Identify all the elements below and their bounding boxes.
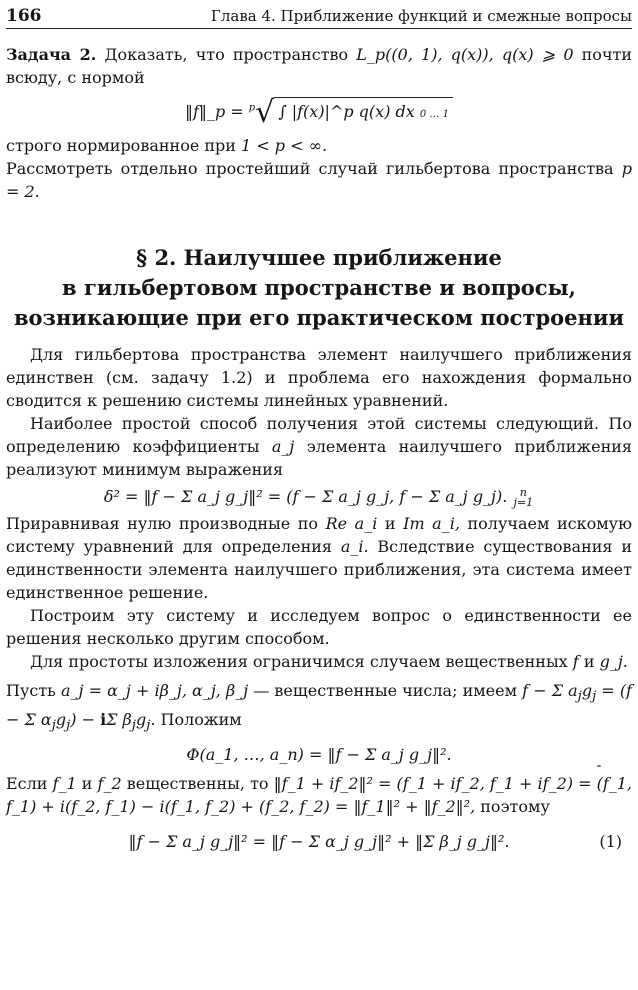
p3-text-c: Вследствие существования и единственности элемента наилучшего приближения, эта система имеет единственное решение.: [6, 536, 632, 602]
p6-text-a: Пусть: [6, 680, 56, 700]
norm-formula: ‖f‖_p = $^p$√ ∫ |f(x)|^p q(x) dx 0 … 1: [6, 95, 632, 130]
task-text-4: Рассмотреть отдельно простейший случай гильбертова пространства: [6, 159, 614, 178]
chapter-title: Глава 4. Приближение функций и смежные вопросы: [210, 7, 632, 25]
norm-lhs: ‖f‖_p =: [185, 102, 244, 121]
norm-radicand: [274, 97, 453, 121]
paragraph-1: Для гильбертова пространства элемент наилучшего приближения единствен (см. задачу 1.2) и проблема его нахождения формально сводится к решению системы линейных уравнений.: [6, 345, 632, 410]
task-p-equals: p = 2.: [6, 159, 633, 201]
p5-f: f: [572, 651, 579, 671]
sum-top: n: [519, 485, 527, 499]
norm-integral: ∫ |f(x)|^p q(x) dx: [278, 102, 415, 121]
p7-text-a: Если: [6, 773, 48, 793]
p7-f1: f_1: [52, 773, 77, 793]
p6-def: a_j = α_j + iβ_j,: [61, 680, 187, 700]
p2-text-a: Наиболее простой способ получения этой системы следующий. По определению коэффициенты: [6, 414, 632, 456]
p6-text-c: Положим: [160, 709, 242, 729]
phi-equation: [6, 745, 632, 764]
p5-and: и: [583, 651, 595, 671]
p6-vars: α_j, β_j: [192, 680, 249, 700]
section-line-3: возникающие при его практическом построении: [13, 305, 625, 330]
task-text-3: строго нормированное при: [6, 136, 236, 155]
delta-formula: δ² = ‖f − Σ a_j g_j‖² = (f − Σ a_j g_j, f − Σ a_j g_j).: [103, 487, 508, 506]
paragraph-5: [6, 650, 632, 673]
phi-formula: Φ(a_1, …, a_n) = ‖f − Σ a_j g_j‖².: [186, 744, 452, 764]
task-range: 1 < p < ∞.: [241, 136, 328, 155]
task-statement: [6, 43, 632, 89]
paragraph-2: [6, 412, 632, 481]
delta-equation: [6, 487, 632, 508]
p3-text-b: получаем искомую систему уравнений для определения: [6, 513, 633, 556]
task-space: L_p((0, 1), q(x)),: [356, 45, 494, 64]
book-page: [6, 4, 632, 851]
task-text-1: Доказать, что пространство: [104, 45, 349, 64]
sum-bottom: j=1: [513, 495, 534, 509]
equation-number: (1): [599, 831, 622, 851]
split-equation: [6, 832, 632, 851]
p6-text-b: — вещественные числа; имеем: [253, 680, 518, 700]
p3-and: и: [384, 513, 396, 533]
p7-equation: ‖f_1 + if_2‖² = (f_1 + if_2, f_1 + if_2) = (f_1, f_1) + i(f_2, f_1) − i(f_1, f_2) + (f_2, f_2) = ‖f_1‖² + ‖f_2‖²,: [6, 773, 633, 816]
p7-text-c: поэтому: [480, 796, 550, 816]
p7-and: и: [81, 773, 93, 793]
paragraph-7: [6, 772, 632, 818]
section-line-2: в гильбертовом пространстве и вопросы,: [62, 275, 576, 300]
p5-text-a: Для простоты изложения ограничимся случаем вещественных: [30, 651, 568, 671]
scan-speck: [597, 765, 601, 767]
task-condition: q(x) ⩾ 0: [501, 45, 574, 64]
p5-g: g_j.: [599, 651, 628, 671]
task-continuation: [6, 134, 632, 203]
sum-limits: [513, 485, 534, 509]
task-label: Задача 2.: [6, 45, 97, 64]
section-line-1: § 2. Наилучшее приближение: [136, 245, 502, 270]
p2-text-b: элемента наилучшего приближения реализуют минимум выражения: [6, 437, 632, 479]
task-text-2: почти всюду, с нормой: [6, 45, 633, 87]
section-heading: [6, 243, 632, 333]
norm-limits: 0 … 1: [419, 109, 449, 120]
paragraph-6: Пусть a_j = α_j + iβ_j, α_j, β_j — вещественные числа; имеем f − Σ $a_jg_j = (f - \Sigma$ $\alpha_jg_j) - i\Sigma$ $\beta_jg_j$. Положим: [6, 680, 632, 733]
p3-ai: a_i.: [340, 536, 369, 556]
p3-text-a: Приравнивая нулю производные по: [6, 513, 319, 533]
page-number: 166: [6, 6, 42, 26]
running-header: [6, 4, 632, 29]
paragraph-4: Построим эту систему и исследуем вопрос о единственности ее решения несколько другим способом.: [6, 605, 632, 648]
p3-im: Im a_i,: [403, 513, 460, 533]
split-formula: ‖f − Σ a_j g_j‖² = ‖f − Σ α_j g_j‖² + ‖Σ β_j g_j‖².: [128, 831, 510, 851]
p2-var: a_j: [271, 437, 295, 456]
p3-re: Re a_i: [325, 513, 378, 533]
p7-f2: f_2: [97, 773, 122, 793]
root-index: p: [248, 102, 256, 114]
paragraph-3: [6, 512, 632, 604]
p7-text-b: вещественны, то: [126, 773, 269, 793]
